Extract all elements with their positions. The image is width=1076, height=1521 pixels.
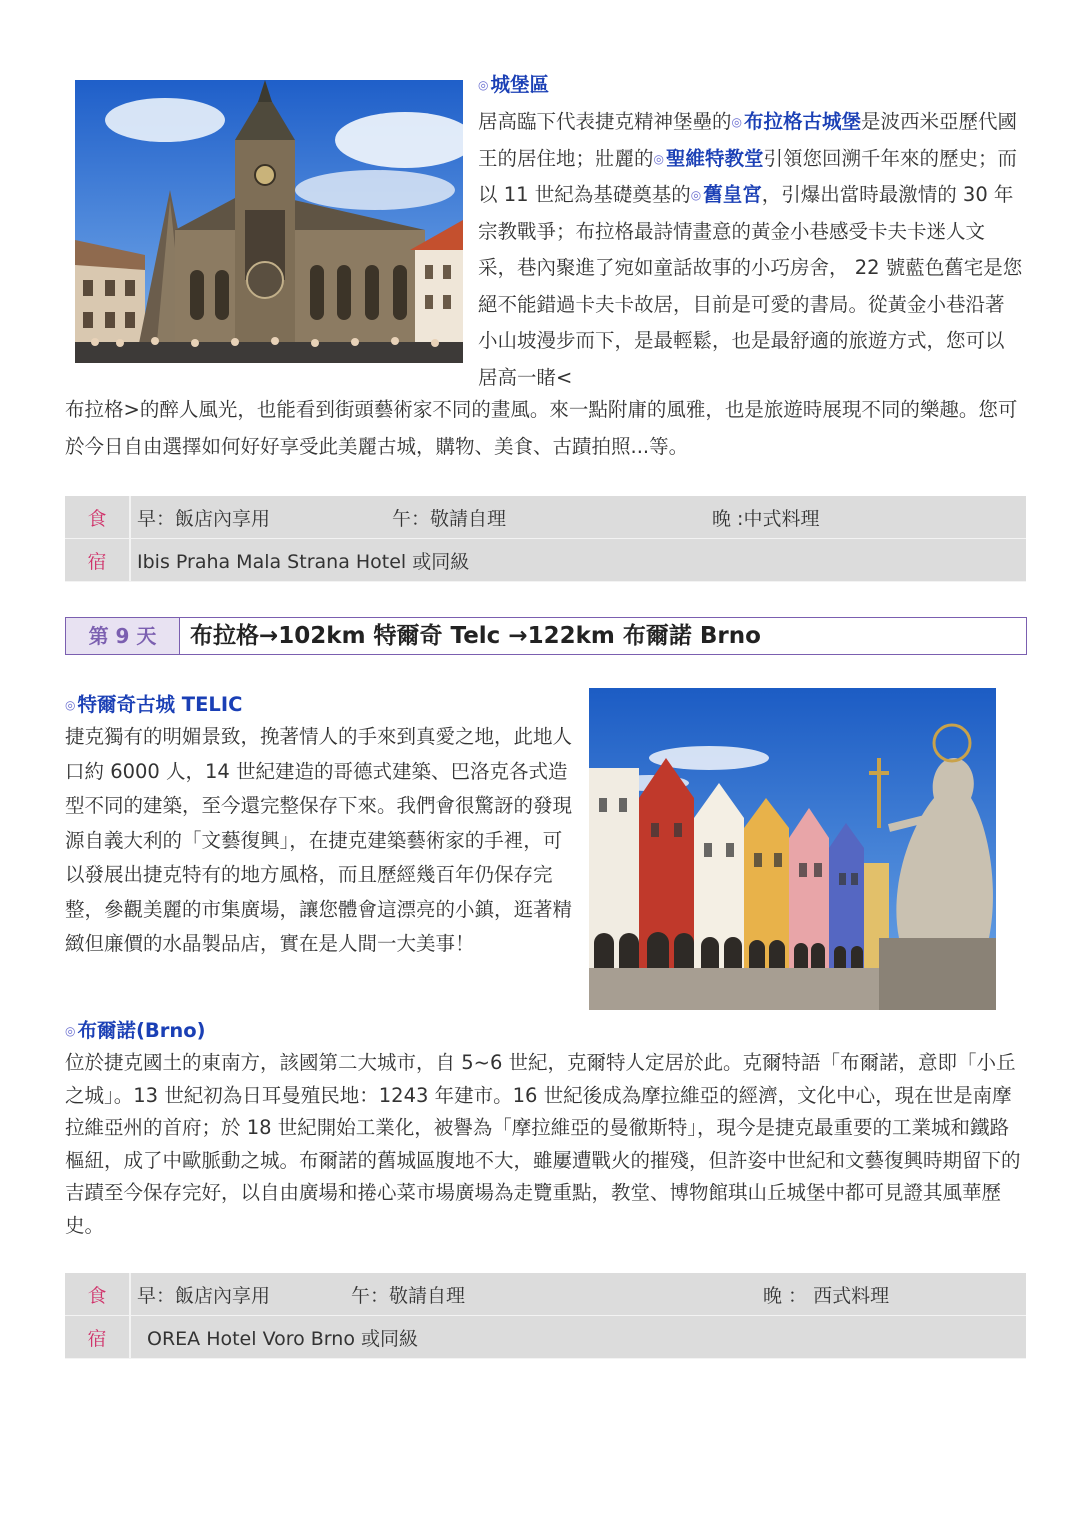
brno-description: 位於捷克國土的東南方，該國第二大城市，自 5~6 世紀，克爾特人定居於此。克爾特語「布爾諾，意即「小丘之城」。13 世紀初為日耳曼殖民地：1243 年建市。16 世紀後成為摩拉維亞的經濟，文化中心，現在世是南摩拉維亞州的首府；於 18 世紀開始工業化，被譽為「摩拉維亞的曼徹斯特」，現今是捷克最重要的工業城和鐵路樞紐，成了中歐脈動之城。布爾諾的舊城區腹地不大，雖屢遭戰火的摧殘，但許姿中世紀和文藝復興時期留下的吉蹟至今保存完好，以自由廣場和捲心菜市場廣場為走覽重點，教堂、博物館琪山丘城堡中都可見證其風華歷史。	[65, 1051, 1021, 1237]
lunch: 午：敬請自理	[345, 1273, 757, 1316]
cathedral-photo	[75, 80, 463, 363]
dinner: 晚 :中式料理	[706, 496, 1026, 539]
bullet-icon: ◎	[65, 698, 76, 712]
hotel-name: OREA Hotel Voro Brno 或同級	[130, 1316, 1026, 1359]
castle-text-1: 居高臨下代表捷克精神堡壘的	[478, 110, 732, 133]
castle-text-3: 引領您回溯千年來的歷史；而以 11 世紀為基礎奠基的	[478, 146, 1018, 206]
breakfast: 早：飯店內享用	[130, 496, 386, 539]
meal-table-day8	[65, 496, 1026, 582]
bullet-icon: ◎	[653, 151, 664, 166]
old-royal-palace-highlight: 舊皇宮	[703, 183, 762, 206]
bullet-icon: ◎	[478, 78, 489, 92]
day-header	[65, 617, 1027, 655]
hotel-name: Ibis Praha Mala Strana Hotel 或同級	[130, 539, 1026, 582]
meal-key: 食	[65, 1273, 130, 1316]
telc-photo	[589, 688, 996, 1010]
castle-description: 居高臨下代表捷克精神堡壘的◎ 布拉格古城堡是波西米亞歷代國王的居住地；壯麗的◎ 聖維特教堂引領您回溯千年來的歷史；而以 11 世紀為基礎奠基的◎ 舊皇宮，引爆出當時最激情的 30 年宗教戰爭；布拉格最詩情畫意的黃金小巷感受卡夫卡迷人文采，巷內聚進了宛如童話故事的小巧房舍， 22 號藍色舊宅是您絕不能錯過卡夫卡故居，目前是可愛的書局。從黃金小巷沿著小山坡漫步而下，是最輕鬆，也是最舒適的旅遊方式，您可以居高一睹<	[478, 110, 1023, 389]
st-vitus-highlight: 聖維特教堂	[666, 146, 764, 170]
castle-heading: ◎ 城堡區	[478, 73, 549, 96]
meal-table-day9	[65, 1273, 1026, 1359]
bullet-icon: ◎	[690, 188, 702, 202]
castle-text-2: 是波西米亞歷代國王的居住地；壯麗的	[478, 110, 1018, 170]
meal-row	[65, 1273, 1026, 1316]
meal-row	[65, 496, 1026, 539]
meal-key: 食	[65, 496, 130, 539]
bullet-icon: ◎	[731, 115, 742, 129]
castle-description-full: 布拉格>的醉人風光，也能看到街頭藝術家不同的畫風。來一點附庸的風雅，也是旅遊時展現不同的樂趣。您可於今日自由選擇如何好好享受此美麗古城，購物、美食、古蹟拍照...等。	[65, 398, 1018, 458]
hotel-row	[65, 1316, 1026, 1359]
day-label: 第 9 天	[66, 618, 180, 654]
prague-castle-highlight: 布拉格古城堡	[744, 110, 862, 133]
lunch: 午：敬請自理	[386, 496, 706, 539]
day-route: 布拉格→102km 特爾奇 Telc →122km 布爾諾 Brno	[190, 623, 761, 649]
hotel-row	[65, 539, 1026, 582]
brno-heading: ◎ 布爾諾(Brno)	[65, 1019, 206, 1042]
breakfast: 早：飯店內享用	[130, 1273, 345, 1316]
hotel-key: 宿	[65, 1316, 130, 1359]
telc-heading: ◎ 特爾奇古城 TELIC	[65, 693, 243, 716]
bullet-icon: ◎	[65, 1024, 76, 1038]
hotel-key: 宿	[65, 539, 130, 582]
telc-description: 捷克獨有的明媚景致，挽著情人的手來到真愛之地，此地人口約 6000 人，14 世紀建造的哥德式建築、巴洛克各式造型不同的建築，至今還完整保存下來。我們會很驚訝的發現源自義大利的「文藝復興」，在捷克建築藝術家的手裡，可以發展出捷克特有的地方風格，而且歷經幾百年仍保存完整，參觀美麗的市集廣場，讓您體會這漂亮的小鎮，逛著精緻但廉價的水晶製品店，實在是人間一大美事！	[65, 725, 573, 955]
dinner: 晚 ： 西式料理	[757, 1273, 1026, 1316]
